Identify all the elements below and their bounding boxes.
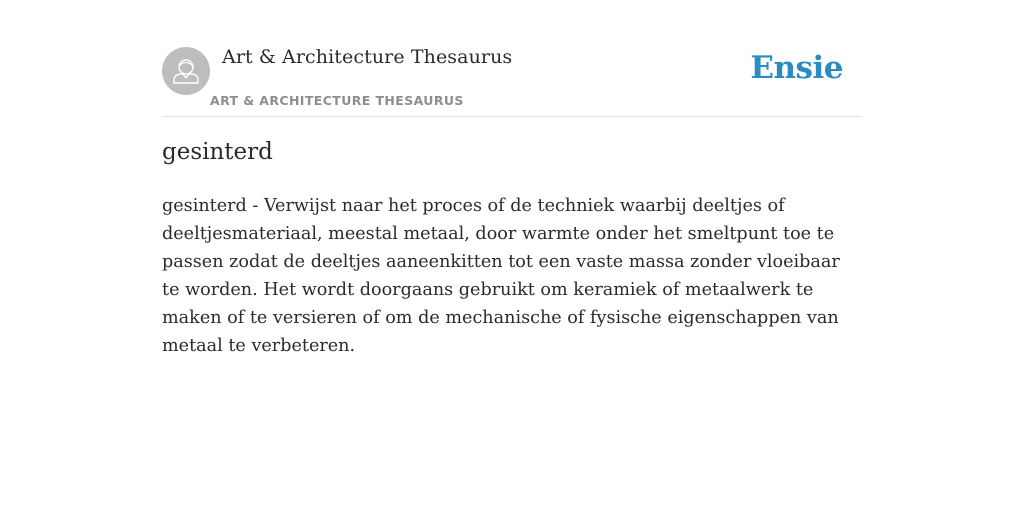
source-avatar[interactable] <box>162 47 210 95</box>
user-icon <box>162 47 210 95</box>
ensie-logo[interactable]: Ensie <box>750 50 843 86</box>
entry-definition: gesinterd - Verwijst naar het proces of de techniek waarbij deeltjes of deeltjesmateriaal, meestal metaal, door warmte onder het smeltpunt toe te passen zodat de deeltjes aaneenkitten tot een vaste massa zonder vloeibaar te worden. Het wordt doorgaans gebruikt om keramiek of metaalwerk te maken of te versieren of om de mechanische of fysische eigenschappen van metaal te verbeteren. <box>162 196 840 356</box>
source-header <box>162 46 862 117</box>
source-subtitle[interactable]: ART & ARCHITECTURE THESAURUS <box>210 93 464 108</box>
source-title[interactable]: Art & Architecture Thesaurus <box>222 46 513 68</box>
entry-term: gesinterd <box>162 139 273 165</box>
